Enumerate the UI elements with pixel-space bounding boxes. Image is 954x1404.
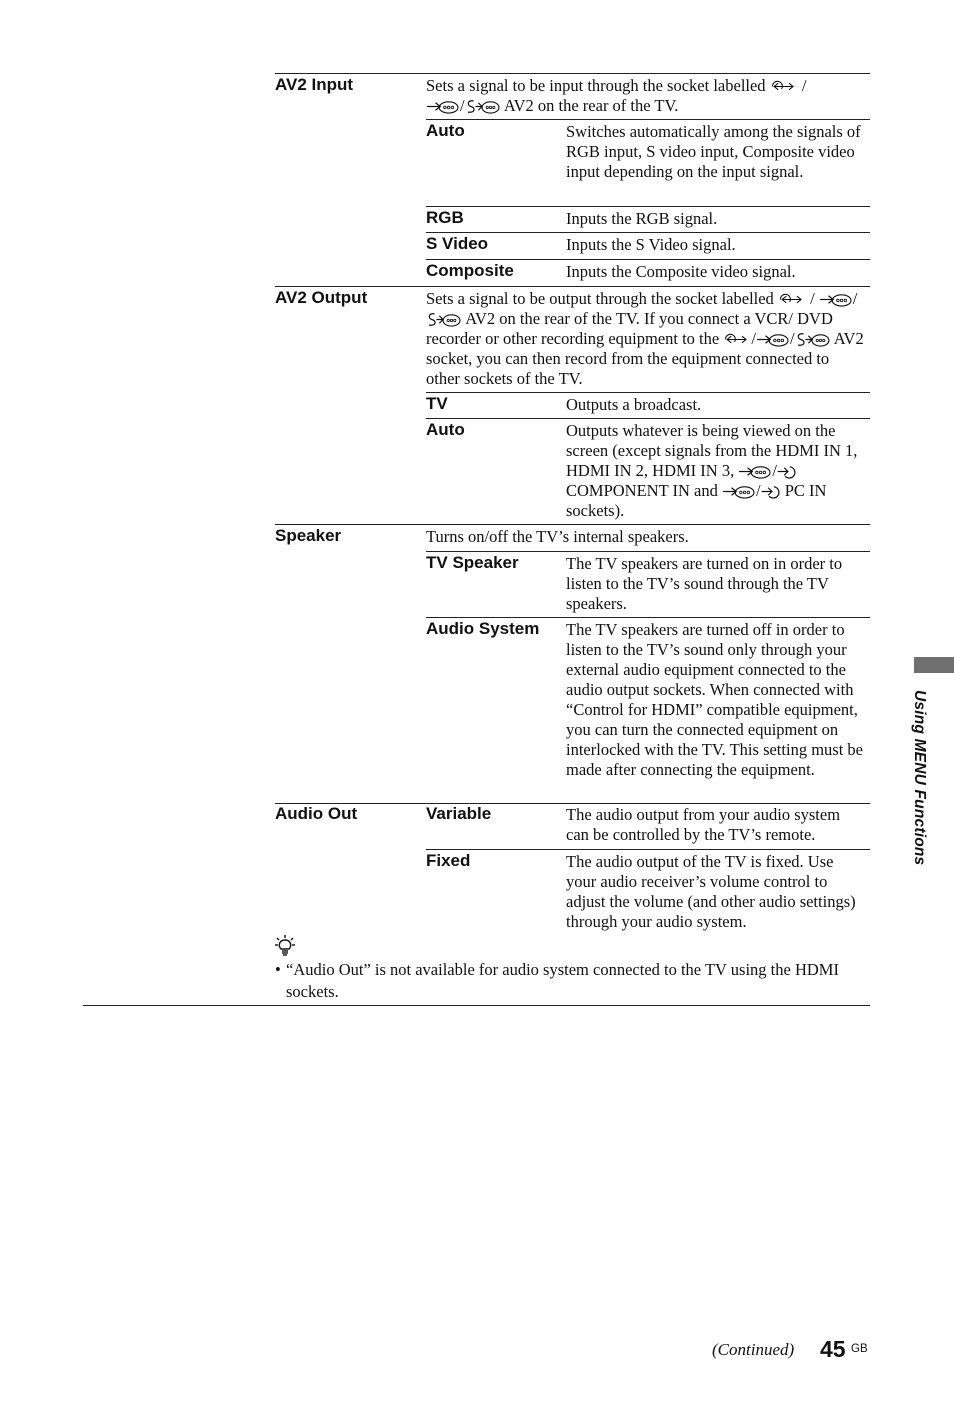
option-label-rgb: RGB bbox=[426, 208, 464, 227]
av2-output-desc-text-2: AV2 on the rear of the TV. If you connect a VCR/ DVD recorder or other recording equipment to the bbox=[426, 309, 833, 348]
option-divider bbox=[426, 232, 870, 233]
option-label-s-video: S Video bbox=[426, 234, 489, 253]
pc-audio-icon bbox=[761, 484, 781, 499]
s-video-icon bbox=[426, 312, 462, 327]
option-description: Inputs the S Video signal. bbox=[566, 235, 736, 254]
bullet: • bbox=[275, 960, 281, 979]
tip-note bbox=[275, 959, 865, 1003]
option-description: Outputs a broadcast. bbox=[566, 395, 702, 414]
section-divider bbox=[275, 803, 870, 804]
av2-output-description: Sets a signal to be output through the socket labelled / / AV2 on the rear of the TV. If you connect a VCR/ DVD recorder or other recording equipment to the / / AV2 socket, you can then record from the equipment connected to other sockets of the TV. bbox=[426, 289, 864, 388]
s-video-icon bbox=[465, 99, 501, 114]
composite-video-icon bbox=[756, 332, 790, 347]
composite-video-icon bbox=[426, 99, 460, 114]
option-label-fixed: Fixed bbox=[426, 851, 471, 870]
section-divider bbox=[275, 524, 870, 525]
section-divider bbox=[275, 286, 870, 287]
option-description: Outputs whatever is being viewed on the screen (except signals from the HDMI IN 1, HDMI IN 2, HDMI IN 3, / COMPONENT IN and / PC IN sockets). bbox=[566, 421, 858, 520]
side-tab-marker bbox=[914, 657, 954, 673]
option-description: The audio output of the TV is fixed. Use your audio receiver’s volume control to adjust the volume (and other audio settings) through your audio system. bbox=[566, 852, 856, 931]
option-label-auto: Auto bbox=[426, 121, 465, 140]
option-divider bbox=[426, 849, 870, 850]
speaker-description: Turns on/off the TV’s internal speakers. bbox=[426, 527, 689, 546]
section-label-audio-out: Audio Out bbox=[275, 804, 358, 823]
region-code: GB bbox=[851, 1343, 868, 1355]
option-divider bbox=[426, 418, 870, 419]
av2-output-desc-text-1: Sets a signal to be output through the socket labelled bbox=[426, 289, 774, 308]
auto-desc-text-1: Outputs whatever is being viewed on the screen (except signals from the HDMI IN 1, HDMI IN 2, HDMI IN 3, bbox=[566, 421, 858, 480]
continued-note: (Continued) bbox=[712, 1340, 795, 1359]
scart-icon bbox=[723, 332, 751, 347]
composite-video-icon bbox=[722, 484, 756, 499]
section-label-speaker: Speaker bbox=[275, 526, 342, 545]
option-description: The audio output from your audio system can be controlled by the TV’s remote. bbox=[566, 805, 841, 844]
bottom-rule bbox=[83, 1005, 870, 1006]
option-label-tv: TV bbox=[426, 394, 448, 413]
tip-text: “Audio Out” is not available for audio system connected to the TV using the HDMI sockets. bbox=[286, 960, 839, 1001]
option-divider bbox=[426, 119, 870, 120]
av2-output-desc-text-3: AV2 socket, you can then record from the equipment connected to other sockets of the TV. bbox=[426, 329, 864, 388]
option-divider bbox=[426, 617, 870, 618]
composite-video-icon bbox=[738, 464, 772, 479]
option-divider bbox=[426, 392, 870, 393]
option-label-auto: Auto bbox=[426, 420, 465, 439]
tip-lightbulb-icon bbox=[275, 935, 295, 962]
side-tab-label: Using MENU Functions bbox=[911, 690, 928, 866]
scart-icon bbox=[778, 292, 806, 307]
option-description: The TV speakers are turned on in order to listen to the TV’s sound through the TV speakers. bbox=[566, 554, 843, 613]
auto-desc-text-2: COMPONENT IN and bbox=[566, 481, 718, 500]
av2-input-description: Sets a signal to be input through the socket labelled / / AV2 on the rear of the TV. bbox=[426, 76, 807, 115]
section-label-av2-output: AV2 Output bbox=[275, 288, 368, 307]
option-label-tv-speaker: TV Speaker bbox=[426, 553, 519, 572]
option-description: The TV speakers are turned off in order to listen to the TV’s sound only through your external audio equipment connected to the audio output sockets. When connected with “Control for HDMI” compatible equipment, you can turn the connected equipment on interlocked with the TV. This setting must be made after connecting the equipment. bbox=[566, 620, 863, 779]
section-label-av2-input: AV2 Input bbox=[275, 75, 354, 94]
option-divider bbox=[426, 259, 870, 260]
page-number: 45 bbox=[820, 1336, 846, 1362]
option-divider bbox=[426, 551, 870, 552]
av2-input-desc-text-1: Sets a signal to be input through the socket labelled bbox=[426, 76, 766, 95]
section-divider bbox=[275, 73, 870, 74]
s-video-icon bbox=[795, 332, 831, 347]
component-video-icon bbox=[777, 464, 797, 479]
option-description: Inputs the RGB signal. bbox=[566, 209, 718, 228]
auto-desc-text-3: PC IN sockets). bbox=[566, 481, 827, 520]
option-label-audio-system: Audio System bbox=[426, 619, 540, 638]
scart-icon bbox=[770, 79, 798, 94]
option-description: Inputs the Composite video signal. bbox=[566, 262, 796, 281]
option-divider bbox=[426, 206, 870, 207]
option-label-composite: Composite bbox=[426, 261, 514, 280]
av2-input-desc-text-2: AV2 on the rear of the TV. bbox=[503, 96, 679, 115]
option-label-variable: Variable bbox=[426, 804, 492, 823]
option-description: Switches automatically among the signals of RGB input, S video input, Composite video input depending on the input signal. bbox=[566, 122, 861, 181]
composite-video-icon bbox=[819, 292, 853, 307]
